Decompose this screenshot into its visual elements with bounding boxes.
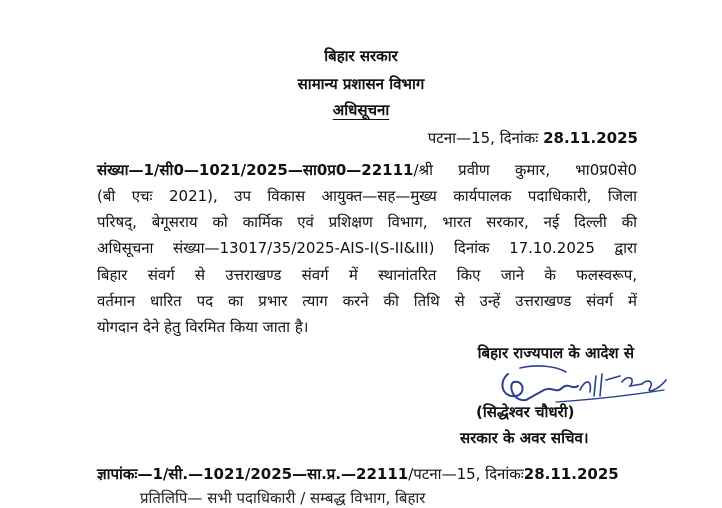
body-line-3: परिषद्, बेगूसराय को कार्मिक एवं प्रशिक्षण विभाग, भारत सरकार, नई दिल्ली की: [97, 213, 637, 231]
department-heading: सामान्य प्रशासन विभाग: [297, 75, 425, 93]
dateline: [428, 128, 638, 148]
dateline-date: 28.11.2025: [543, 129, 638, 147]
body-line-5: बिहार संवर्ग से उत्तराखण्ड संवर्ग में स्थानांतरित किए जाने के फलस्वरूप,: [97, 266, 637, 284]
copy-to-line: प्रतिलिपि— सभी पदाधिकारी / सम्बद्ध विभाग, बिहार: [140, 489, 426, 507]
document-type-heading: अधिसूचना: [332, 101, 390, 119]
memo-line: [97, 464, 619, 484]
dateline-place: पटना—15, दिनांकः: [427, 129, 539, 147]
reference-number: संख्या—1/सी0—1021/2025—सा0प्र0—22111: [97, 161, 414, 179]
body-line-7: योगदान देने हेतु विरमित किया जाता है।: [97, 318, 309, 336]
signer-designation: सरकार के अवर सचिव।: [460, 429, 589, 447]
body-line-1-text: /श्री प्रवीण कुमार, भा0प्र0से0: [413, 161, 637, 179]
signer-name: (सिद्धेश्वर चौधरी): [476, 403, 575, 421]
memo-date: 28.11.2025: [523, 465, 619, 483]
body-line-1: [97, 160, 637, 180]
memo-place: /पटना—15, दिनांकः: [408, 465, 524, 483]
memo-number: ज्ञापांकः—1/सी.—1021/2025—सा.प्र.—22111: [97, 465, 409, 483]
body-line-4: अधिसूचना संख्या—13017/35/2025-AIS-I(S-II&III) दिनांक 17.10.2025 द्वारा: [97, 239, 637, 257]
government-heading: बिहार सरकार: [324, 47, 398, 65]
body-line-2: (बी एचः 2021), उप विकास आयुक्त—सह—मुख्य कार्यपालक पदाधिकारी, जिला: [97, 187, 637, 205]
body-line-6: वर्तमान धारित पद का प्रभार त्याग करने की तिथि से उन्हें उत्तराखण्ड संवर्ग में: [97, 292, 637, 310]
order-of-governor: बिहार राज्यपाल के आदेश से: [477, 344, 634, 362]
